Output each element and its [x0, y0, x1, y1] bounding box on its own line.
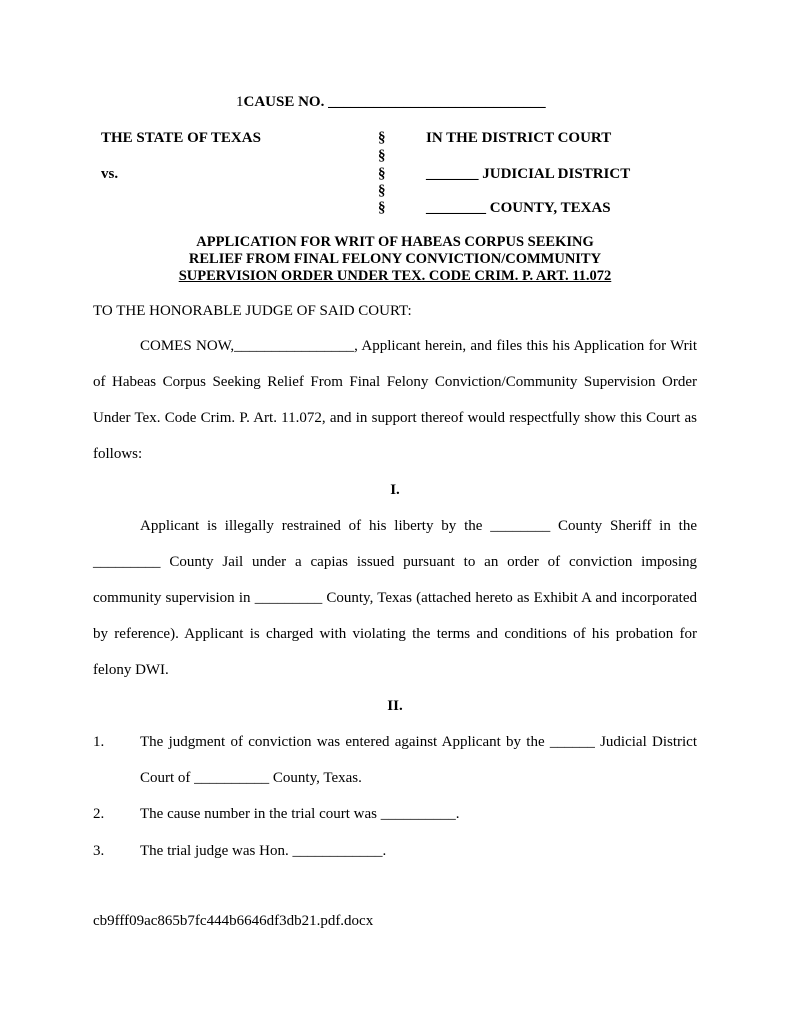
salutation: TO THE HONORABLE JUDGE OF SAID COURT:: [93, 303, 412, 319]
caption-district-court: IN THE DISTRICT COURT: [426, 130, 612, 146]
cause-number-label: CAUSE NO. _____________________________: [243, 94, 546, 110]
title-line-2: RELIEF FROM FINAL FELONY CONVICTION/COMMUNITY: [188, 251, 602, 267]
caption-section-symbol: §: [378, 200, 386, 216]
footer-filename: cb9fff09ac865b7fc444b6646df3db21.pdf.docx: [93, 913, 374, 929]
section-heading-2: II.: [387, 698, 403, 714]
list-item-text: The cause number in the trial court was __________.: [140, 806, 460, 822]
title-line-1: APPLICATION FOR WRIT OF HABEAS CORPUS SEEKING: [196, 234, 594, 250]
list-item-text: The trial judge was Hon. ____________.: [140, 843, 387, 859]
list-item-number: 2.: [93, 806, 105, 822]
caption-state-of-texas: THE STATE OF TEXAS: [101, 130, 261, 146]
caption-judicial-district: _______ JUDICIAL DISTRICT: [426, 166, 631, 182]
cause-footnote-marker: 1: [236, 94, 244, 110]
list-item: [93, 724, 697, 796]
cause-number-line: [236, 94, 546, 111]
caption-section-symbol: §: [378, 183, 386, 199]
list-item-number: 1.: [93, 734, 105, 750]
caption-county-texas: ________ COUNTY, TEXAS: [426, 200, 611, 216]
caption-section-symbol: §: [378, 166, 386, 182]
section-heading-1: I.: [390, 482, 400, 498]
caption-section-symbol: §: [378, 130, 386, 146]
list-item-text: The judgment of conviction was entered against Applicant by the ______ Judicial District Court of __________ County, Texas.: [140, 734, 697, 786]
caption-vs: vs.: [101, 166, 119, 182]
section-1-paragraph: Applicant is illegally restrained of his liberty by the ________ County Sheriff in the _________ County Jail under a capias issued pursuant to an order of conviction imposing community supervision in _________ County, Texas (attached hereto as Exhibit A and incorporated by reference). Applicant is charged with violating the terms and conditions of his probation for felony DWI.: [93, 518, 697, 678]
document-title: [93, 234, 697, 285]
title-line-3: SUPERVISION ORDER UNDER TEX. CODE CRIM. P. ART. 11.072: [178, 268, 612, 284]
intro-paragraph: COMES NOW,________________, Applicant herein, and files this his Application for Writ of Habeas Corpus Seeking Relief From Final Felony Conviction/Community Supervision Order Under Tex. Code Crim. P. Art. 11.072, and in support thereof would respectfully show this Court as follows:: [93, 338, 697, 462]
list-item: [93, 833, 697, 869]
list-item-number: 3.: [93, 843, 105, 859]
list-item: [93, 796, 697, 832]
caption-section-symbol: §: [378, 148, 386, 164]
